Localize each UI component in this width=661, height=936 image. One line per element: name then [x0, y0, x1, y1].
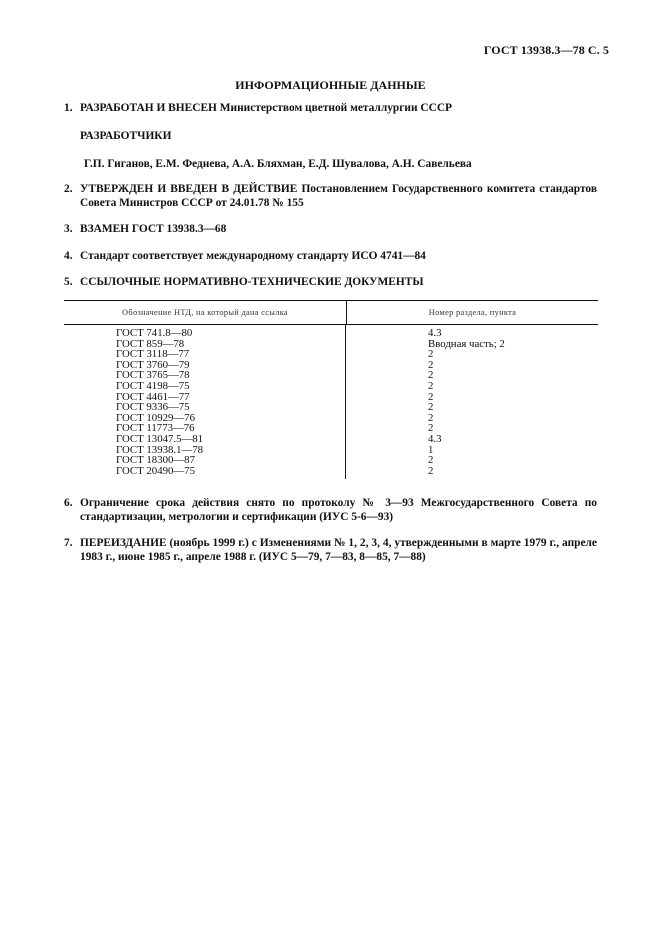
item-heading: ССЫЛОЧНЫЕ НОРМАТИВНО-ТЕХНИЧЕСКИЕ ДОКУМЕНТЫ [80, 276, 424, 288]
item-heading: УТВЕРЖДЕН И ВВЕДЕН В ДЕЙСТВИЕ [80, 183, 298, 195]
table-cell-document: ГОСТ 3118—77 [116, 348, 190, 361]
item-7 [64, 536, 597, 564]
table-cell-section: 2 [428, 348, 434, 361]
item-text: Постановлением Государственного комитета стандартов Совета Министров СССР от 24.01.78 № 155 [80, 183, 597, 209]
table-cell-section: Вводная часть; 2 [428, 337, 505, 350]
item-3 [64, 222, 597, 236]
table-cell-document: ГОСТ 18300—87 [116, 454, 195, 467]
table-cell-section: 2 [428, 411, 434, 424]
item-number: 4. [64, 250, 73, 262]
table-cell-section: 2 [428, 358, 434, 371]
table-cell-document: ГОСТ 11773—76 [116, 422, 195, 435]
item-text: Ограничение срока действия снято по протоколу № 3—93 Межгосударственного Совета по стандартизации, метрологии и сертификации (ИУС 5-6—93) [80, 497, 597, 523]
table-cell-section: 2 [428, 422, 434, 435]
table-cell-section: 2 [428, 379, 434, 392]
page-header-doc-ref: ГОСТ 13938.3—78 С. 5 [483, 43, 609, 57]
item-1 [64, 101, 597, 115]
item-6 [64, 496, 597, 524]
table-cell-section: 2 [428, 464, 434, 477]
table-cell-document: ГОСТ 9336—75 [116, 401, 190, 414]
item-text: Министерством цветной металлургии СССР [216, 102, 453, 114]
item-4 [64, 249, 597, 263]
section-title: ИНФОРМАЦИОННЫЕ ДАННЫЕ [235, 78, 426, 92]
table-cell-document: ГОСТ 13938.1—78 [116, 443, 204, 456]
table-cell-document: ГОСТ 20490—75 [116, 464, 195, 477]
table-cell-document: ГОСТ 741.8—80 [116, 327, 193, 339]
table-cell-section: 2 [428, 401, 434, 414]
item-heading: ПЕРЕИЗДАНИЕ [80, 537, 167, 549]
item-number: 3. [64, 223, 73, 235]
table-cell-document: ГОСТ 4461—77 [116, 390, 190, 403]
item-number: 1. [64, 102, 73, 114]
table-cell-section: 2 [428, 390, 434, 403]
column-sections [346, 325, 598, 479]
item-heading: ВЗАМЕН ГОСТ 13938.3—68 [80, 223, 227, 235]
table-cell-document: ГОСТ 10929—76 [116, 411, 195, 424]
item-number: 2. [64, 183, 73, 195]
column-documents [64, 325, 346, 479]
table-cell-document: ГОСТ 3760—79 [116, 358, 190, 371]
table-cell-section: 2 [428, 454, 434, 467]
table-cell-document: ГОСТ 4198—75 [116, 379, 190, 392]
table-cell-section: 1 [428, 443, 434, 456]
reference-documents-table [64, 300, 598, 479]
item-heading: РАЗРАБОТАН И ВНЕСЕН [80, 102, 217, 114]
table-body [64, 325, 598, 479]
table-cell-section: 4.3 [428, 432, 442, 445]
item-number: 7. [64, 537, 73, 549]
table-cell-section: 2 [428, 369, 434, 382]
item-number: 6. [64, 497, 73, 509]
item-text: (ноябрь 1999 г.) с Изменениями № 1, 2, 3, 4, утвержденными в марте 1979 г., апреле 1983 г., июне 1985 г., апреле 1988 г. (ИУС 5—79, 7—83, 8—85, 7—88) [80, 537, 597, 563]
item-text: Стандарт соответствует международному стандарту ИСО 4741—84 [80, 250, 426, 262]
developers-list: Г.П. Гиганов, Е.М. Феднева, А.А. Бляхман, Е.Д. Шувалова, А.Н. Савельева [84, 158, 472, 170]
column-header-document: Обозначение НТД, на который дана ссылка [64, 301, 347, 324]
item-2 [64, 182, 597, 210]
developers-heading: РАЗРАБОТЧИКИ [80, 130, 172, 142]
table-cell-document: ГОСТ 859—78 [116, 337, 185, 350]
table-cell-document: ГОСТ 3765—78 [116, 369, 190, 382]
item-number: 5. [64, 276, 73, 288]
item-5 [64, 275, 597, 289]
column-header-section: Номер раздела, пункта [428, 308, 517, 317]
table-header [64, 301, 598, 324]
table-cell-document: ГОСТ 13047.5—81 [116, 432, 204, 445]
table-cell-section: 4.3 [428, 327, 442, 339]
